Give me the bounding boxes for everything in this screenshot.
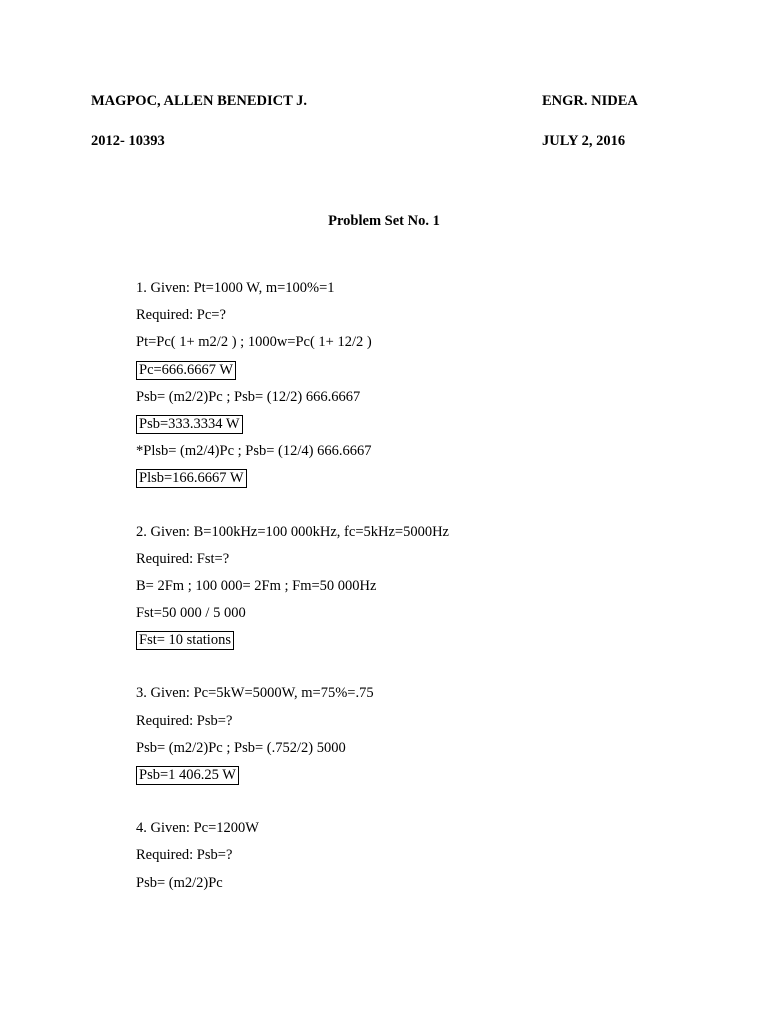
answer-line xyxy=(136,414,736,441)
solution-line xyxy=(136,549,736,576)
boxed-answer: Pc=666.6667 W xyxy=(136,361,236,380)
solution-line xyxy=(136,441,736,468)
solution-text: B= 2Fm ; 100 000= 2Fm ; Fm=50 000Hz xyxy=(136,577,377,594)
solution-text: 3. Given: Pc=5kW=5000W, m=75%=.75 xyxy=(136,685,374,702)
answer-line xyxy=(136,765,736,792)
solution-line xyxy=(136,332,736,359)
problem-1 xyxy=(136,278,736,496)
solution-text: 1. Given: Pt=1000 W, m=100%=1 xyxy=(136,280,335,296)
document-title: Problem Set No. 1 xyxy=(328,213,440,229)
solution-text: Required: Psb=? xyxy=(136,712,233,729)
answer-line xyxy=(136,468,736,495)
solution-line xyxy=(136,738,736,765)
answer-line xyxy=(136,630,736,657)
solution-line xyxy=(136,711,736,738)
solution-text: Required: Pc=? xyxy=(136,307,226,324)
answer-line xyxy=(136,360,736,387)
problem-list xyxy=(136,278,736,926)
problem-4 xyxy=(136,818,736,900)
solution-line xyxy=(136,522,736,549)
solution-text: Fst=50 000 / 5 000 xyxy=(136,605,246,622)
solution-line xyxy=(136,845,736,872)
solution-line xyxy=(136,305,736,332)
solution-text: Psb= (m2/2)Pc xyxy=(136,874,223,891)
solution-text: Psb= (m2/2)Pc ; Psb= (12/2) 666.6667 xyxy=(136,388,361,405)
problem-2 xyxy=(136,522,736,658)
student-number: 2012- 10393 xyxy=(91,133,165,149)
solution-line xyxy=(136,873,736,900)
boxed-answer: Plsb=166.6667 W xyxy=(136,469,247,488)
problem-3 xyxy=(136,683,736,792)
solution-text: Pt=Pc( 1+ m2/2 ) ; 1000w=Pc( 1+ 12/2 ) xyxy=(136,334,372,351)
boxed-answer: Fst= 10 stations xyxy=(136,631,234,650)
solution-line xyxy=(136,818,736,845)
instructor-name: ENGR. NIDEA xyxy=(542,93,638,109)
solution-text: Required: Psb=? xyxy=(136,847,233,864)
solution-text: *Plsb= (m2/4)Pc ; Psb= (12/4) 666.6667 xyxy=(136,443,372,460)
solution-text: 2. Given: B=100kHz=100 000kHz, fc=5kHz=5000Hz xyxy=(136,523,449,540)
boxed-answer: Psb=1 406.25 W xyxy=(136,766,239,785)
solution-line xyxy=(136,278,736,305)
solution-text: Psb= (m2/2)Pc ; Psb= (.752/2) 5000 xyxy=(136,739,346,756)
solution-text: Required: Fst=? xyxy=(136,550,230,567)
solution-line xyxy=(136,683,736,710)
solution-line xyxy=(136,603,736,630)
solution-line xyxy=(136,576,736,603)
submission-date: JULY 2, 2016 xyxy=(542,133,626,149)
solution-text: 4. Given: Pc=1200W xyxy=(136,820,259,837)
solution-line xyxy=(136,387,736,414)
student-name: MAGPOC, ALLEN BENEDICT J. xyxy=(91,93,308,109)
boxed-answer: Psb=333.3334 W xyxy=(136,415,243,434)
